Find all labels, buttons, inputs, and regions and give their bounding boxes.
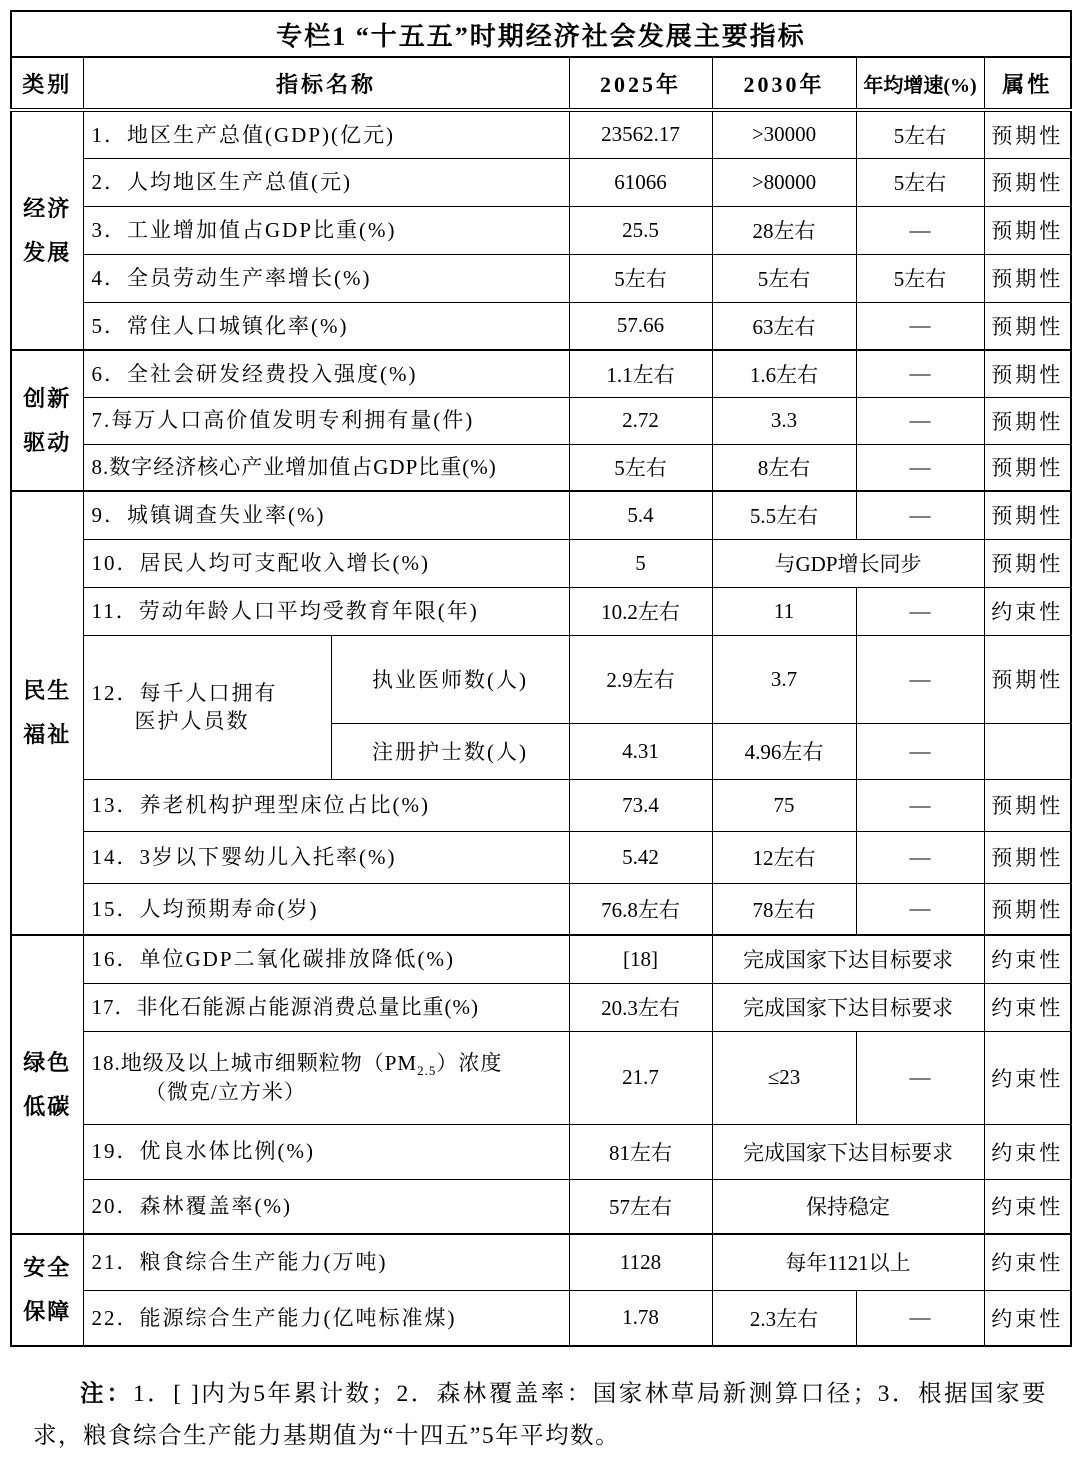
attr-cell: 预期性 xyxy=(984,397,1071,444)
indicator-name-cell: 3．工业增加值占GDP比重(%) xyxy=(83,206,569,254)
category-green: 绿色 低碳 xyxy=(11,935,83,1234)
attr-cell: 预期性 xyxy=(984,350,1071,397)
attr-cell: 预期性 xyxy=(984,635,1071,723)
table-row xyxy=(11,397,1071,444)
attr-cell: 约束性 xyxy=(984,1031,1071,1124)
attr-cell: 约束性 xyxy=(984,1234,1071,1290)
table-row xyxy=(11,302,1071,350)
attr-cell: 预期性 xyxy=(984,831,1071,883)
value-2025-cell: 5 xyxy=(569,539,712,587)
value-2025-cell: 2.9左右 xyxy=(569,635,712,723)
category-innovation: 创新 驱动 xyxy=(11,350,83,491)
indicator-name-cell: 17．非化石能源占能源消费总量比重(%) xyxy=(83,983,569,1031)
table-row xyxy=(11,635,1071,723)
growth-cell: — xyxy=(856,206,984,254)
value-2025-cell: 5左右 xyxy=(569,444,712,491)
growth-cell: — xyxy=(856,1031,984,1124)
value-2030-cell: 8左右 xyxy=(712,444,856,491)
indicator-name-cell: 7.每万人口高价值发明专利拥有量(件) xyxy=(83,397,569,444)
growth-cell: — xyxy=(856,350,984,397)
growth-cell: 5左右 xyxy=(856,110,984,158)
col-header-category: 类别 xyxy=(11,57,83,110)
merged-target-cell: 每年1121以上 xyxy=(712,1234,984,1290)
merged-target-cell: 完成国家下达目标要求 xyxy=(712,935,984,983)
growth-cell: — xyxy=(856,1290,984,1346)
growth-cell: — xyxy=(856,779,984,831)
col-header-growth: 年均增速(%) xyxy=(856,57,984,110)
attr-cell: 预期性 xyxy=(984,206,1071,254)
value-2025-cell: 20.3左右 xyxy=(569,983,712,1031)
indicator-name-cell: 2．人均地区生产总值(元) xyxy=(83,158,569,206)
attr-cell: 约束性 xyxy=(984,935,1071,983)
indicator-name-cell: 19．优良水体比例(%) xyxy=(83,1124,569,1179)
indicator-name-cell: 12．每千人口拥有 医护人员数 xyxy=(83,635,331,779)
table-title: 专栏1 “十五五”时期经济社会发展主要指标 xyxy=(11,11,1071,57)
growth-cell: — xyxy=(856,831,984,883)
table-row xyxy=(11,1234,1071,1290)
indicator-name-cell: 22．能源综合生产能力(亿吨标准煤) xyxy=(83,1290,569,1346)
value-2025-cell: 61066 xyxy=(569,158,712,206)
value-2030-cell: ≤23 xyxy=(712,1031,856,1124)
indicator-name-cell: 8.数字经济核心产业增加值占GDP比重(%) xyxy=(83,444,569,491)
value-2030-cell: 3.7 xyxy=(712,635,856,723)
value-2025-cell: 5.4 xyxy=(569,491,712,539)
indicator-name-cell: 1．地区生产总值(GDP)(亿元) xyxy=(83,110,569,158)
growth-cell: 5左右 xyxy=(856,254,984,302)
footnote xyxy=(33,1374,1047,1458)
table-row xyxy=(11,1179,1071,1234)
table-row xyxy=(11,491,1071,539)
indicator-name-cell: 9．城镇调查失业率(%) xyxy=(83,491,569,539)
value-2025-cell: 1128 xyxy=(569,1234,712,1290)
value-2030-cell: 78左右 xyxy=(712,883,856,935)
table-row xyxy=(11,779,1071,831)
growth-cell: — xyxy=(856,723,984,779)
col-header-2025: 2025年 xyxy=(569,57,712,110)
growth-cell: 5左右 xyxy=(856,158,984,206)
growth-cell: — xyxy=(856,635,984,723)
indicator-name-cell: 4．全员劳动生产率增长(%) xyxy=(83,254,569,302)
attr-cell: 约束性 xyxy=(984,983,1071,1031)
sub-indicator-cell: 执业医师数(人) xyxy=(331,635,569,723)
value-2030-cell: 75 xyxy=(712,779,856,831)
indicator-name-cell: 13．养老机构护理型床位占比(%) xyxy=(83,779,569,831)
table-row xyxy=(11,539,1071,587)
indicator-name-cell: 6．全社会研发经费投入强度(%) xyxy=(83,350,569,397)
merged-target-cell: 完成国家下达目标要求 xyxy=(712,983,984,1031)
category-livelihood: 民生 福祉 xyxy=(11,491,83,935)
attr-cell xyxy=(984,723,1071,779)
attr-cell: 预期性 xyxy=(984,779,1071,831)
attr-cell: 预期性 xyxy=(984,883,1071,935)
table-row xyxy=(11,444,1071,491)
value-2025-cell: 4.31 xyxy=(569,723,712,779)
indicator-name-cell: 20．森林覆盖率(%) xyxy=(83,1179,569,1234)
table-row xyxy=(11,110,1071,158)
category-economy: 经济 发展 xyxy=(11,110,83,350)
merged-target-cell: 完成国家下达目标要求 xyxy=(712,1124,984,1179)
attr-cell: 约束性 xyxy=(984,587,1071,635)
attr-cell: 约束性 xyxy=(984,1290,1071,1346)
attr-cell: 预期性 xyxy=(984,158,1071,206)
table-row xyxy=(11,158,1071,206)
sub-indicator-cell: 注册护士数(人) xyxy=(331,723,569,779)
attr-cell: 预期性 xyxy=(984,444,1071,491)
table-row xyxy=(11,883,1071,935)
value-2025-cell: 5.42 xyxy=(569,831,712,883)
footnote-text: 1．[ ]内为5年累计数；2．森林覆盖率：国家林草局新测算口径；3．根据国家要求，粮食综合生产能力基期值为“十四五”5年平均数。 xyxy=(33,1381,1047,1449)
value-2030-cell: >80000 xyxy=(712,158,856,206)
value-2025-cell: 76.8左右 xyxy=(569,883,712,935)
table-row xyxy=(11,206,1071,254)
table-row xyxy=(11,254,1071,302)
attr-cell: 预期性 xyxy=(984,110,1071,158)
category-security: 安全 保障 xyxy=(11,1234,83,1346)
col-header-2030: 2030年 xyxy=(712,57,856,110)
indicators-table xyxy=(10,10,1072,1347)
value-2030-cell: 5.5左右 xyxy=(712,491,856,539)
attr-cell: 预期性 xyxy=(984,254,1071,302)
indicator-name-cell: 21．粮食综合生产能力(万吨) xyxy=(83,1234,569,1290)
attr-cell: 预期性 xyxy=(984,539,1071,587)
growth-cell: — xyxy=(856,883,984,935)
value-2025-cell: 2.72 xyxy=(569,397,712,444)
table-row xyxy=(11,587,1071,635)
value-2025-cell: 25.5 xyxy=(569,206,712,254)
value-2025-cell: 73.4 xyxy=(569,779,712,831)
col-header-indicator: 指标名称 xyxy=(83,57,569,110)
table-row xyxy=(11,1031,1071,1124)
value-2025-cell: 10.2左右 xyxy=(569,587,712,635)
merged-target-cell: 与GDP增长同步 xyxy=(712,539,984,587)
value-2030-cell: 1.6左右 xyxy=(712,350,856,397)
value-2030-cell: 63左右 xyxy=(712,302,856,350)
value-2030-cell: 2.3左右 xyxy=(712,1290,856,1346)
growth-cell: — xyxy=(856,587,984,635)
indicator-name-cell: 14．3岁以下婴幼儿入托率(%) xyxy=(83,831,569,883)
attr-cell: 约束性 xyxy=(984,1124,1071,1179)
indicator-name-cell: 11．劳动年龄人口平均受教育年限(年) xyxy=(83,587,569,635)
attr-cell: 预期性 xyxy=(984,302,1071,350)
growth-cell: — xyxy=(856,491,984,539)
attr-cell: 约束性 xyxy=(984,1179,1071,1234)
value-2025-cell: 1.1左右 xyxy=(569,350,712,397)
value-2025-cell: 57.66 xyxy=(569,302,712,350)
footnote-label: 注： xyxy=(80,1381,133,1407)
value-2030-cell: 11 xyxy=(712,587,856,635)
merged-target-cell: 保持稳定 xyxy=(712,1179,984,1234)
value-2025-cell: 5左右 xyxy=(569,254,712,302)
value-2030-cell: 3.3 xyxy=(712,397,856,444)
value-2025-cell: 1.78 xyxy=(569,1290,712,1346)
col-header-attr: 属性 xyxy=(984,57,1071,110)
value-2025-cell: 57左右 xyxy=(569,1179,712,1234)
table-row xyxy=(11,350,1071,397)
indicator-name-cell: 15．人均预期寿命(岁) xyxy=(83,883,569,935)
indicator-name-cell: 16．单位GDP二氧化碳排放降低(%) xyxy=(83,935,569,983)
table-row xyxy=(11,935,1071,983)
table-row xyxy=(11,1124,1071,1179)
growth-cell: — xyxy=(856,397,984,444)
growth-cell: — xyxy=(856,444,984,491)
value-2025-cell: [18] xyxy=(569,935,712,983)
value-2030-cell: 12左右 xyxy=(712,831,856,883)
growth-cell: — xyxy=(856,302,984,350)
value-2030-cell: 5左右 xyxy=(712,254,856,302)
value-2025-cell: 21.7 xyxy=(569,1031,712,1124)
indicator-name-cell: 5．常住人口城镇化率(%) xyxy=(83,302,569,350)
pm25-subscript: 2.5 xyxy=(417,1063,437,1079)
header-row xyxy=(11,57,1071,110)
table-row xyxy=(11,1290,1071,1346)
value-2030-cell: 28左右 xyxy=(712,206,856,254)
indicator-name-cell: 10．居民人均可支配收入增长(%) xyxy=(83,539,569,587)
attr-cell: 预期性 xyxy=(984,491,1071,539)
table-row xyxy=(11,831,1071,883)
value-2025-cell: 23562.17 xyxy=(569,110,712,158)
value-2030-cell: 4.96左右 xyxy=(712,723,856,779)
value-2030-cell: >30000 xyxy=(712,110,856,158)
title-row xyxy=(11,11,1071,57)
indicator-name-cell: 18.地级及以上城市细颗粒物$(PM_{2.5})$浓度 （微克/立方米） xyxy=(83,1031,569,1124)
value-2025-cell: 81左右 xyxy=(569,1124,712,1179)
table-row xyxy=(11,983,1071,1031)
